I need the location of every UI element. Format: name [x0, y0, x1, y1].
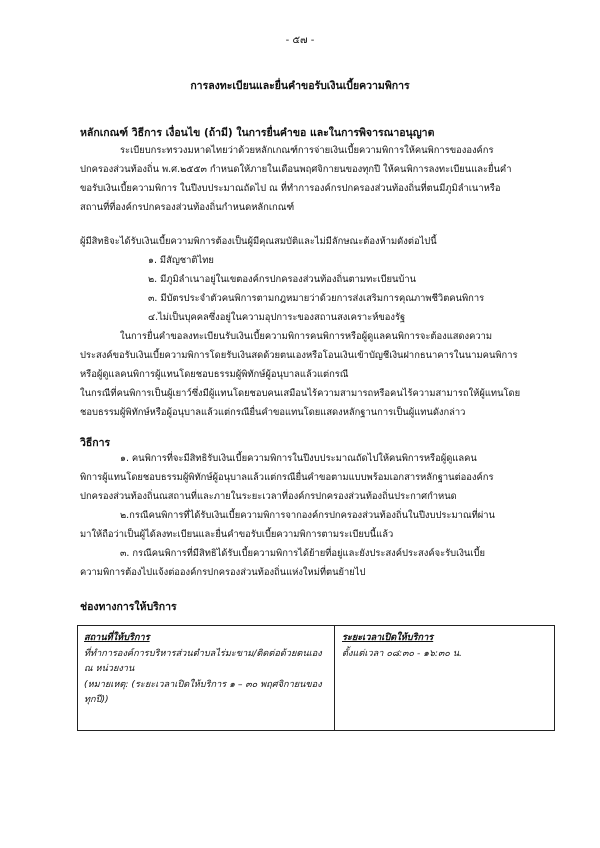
service-place-line: ทุกปี)) — [84, 694, 109, 705]
service-place-header: สถานที่ให้บริการ — [84, 632, 150, 643]
criteria-paragraph — [80, 141, 554, 217]
service-place-line: ณ หน่วยงาน — [84, 663, 135, 674]
eligibility-line: ในกรณีที่คนพิการเป็นผู้เยาว์ซึ่งมีผู้แทนโดยชอบคนเสมือนไร้ความสามารถหรือคนไร้ความสามารถให้ผู้แทนโดย — [80, 388, 521, 399]
eligibility-item: ๔.ไม่เป็นบุคคลซึ่งอยู่ในความอุปการะของสถานสงเคราะห์ของรัฐ — [148, 312, 406, 323]
eligibility-line: ในการยื่นคำขอลงทะเบียนรับเงินเบี้ยความพิการคนพิการหรือผู้ดูแลคนพิการจะต้องแสดงความ — [120, 331, 493, 342]
eligibility-line: ชอบธรรมผู้พิทักษ์หรือผู้อนุบาลแล้วแต่กรณียื่นคำขอแทนโดยแสดงหลักฐานการเป็นผู้แทนดังกล่าว — [80, 407, 466, 418]
procedure-line: ๓. กรณีคนพิการที่มีสิทธิได้รับเบี้ยความพิการได้ย้ายที่อยู่และยังประสงค์ประสงค์จะรับเงินเบี้ย — [120, 548, 485, 559]
service-hours-header: ระยะเวลาเปิดให้บริการ — [342, 632, 434, 643]
procedure-line: มาให้ถือว่าเป็นผู้ได้ลงทะเบียนและยื่นคำขอรับเบี้ยความพิการตามระเบียบนี้แล้ว — [80, 529, 394, 540]
criteria-line: ปกครองส่วนท้องถิ่น พ.ศ.๒๕๕๓ กำหนดให้ภายในเดือนพฤศจิกายนของทุกปี ให้คนพิการลงทะเบียนและยื่นคำ — [80, 164, 512, 175]
criteria-line: ระเบียบกระทรวงมหาดไทยว่าด้วยหลักเกณฑ์การจ่ายเงินเบี้ยความพิการให้คนพิการขององค์กร — [120, 145, 494, 156]
procedure-line: ๒.กรณีคนพิการที่ได้รับเงินเบี้ยความพิการจากองค์กรปกครองส่วนท้องถิ่นในปีงบประมาณที่ผ่าน — [120, 510, 495, 521]
criteria-line: สถานที่ที่องค์กรปกครองส่วนท้องถิ่นกำหนดหลักเกณฑ์ — [80, 202, 295, 213]
eligibility-line: ประสงค์ขอรับเงินเบี้ยความพิการโดยรับเงินสดด้วยตนเองหรือโอนเงินเข้าบัญชีเงินฝากธนาคารในนามคนพิการ — [80, 350, 518, 361]
service-hours-value: ตั้งแต่เวลา ๐๘:๓๐ - ๑๖:๓๐ น. — [342, 647, 462, 659]
procedure-line: ปกครองส่วนท้องถิ่นณสถานที่และภายในระยะเวลาที่องค์กรปกครองส่วนท้องถิ่นประกาศกำหนด — [80, 491, 457, 502]
eligibility-item: ๓. มีบัตรประจำตัวคนพิการตามกฎหมายว่าด้วยการส่งเสริมการคุณภาพชีวิตคนพิการ — [148, 293, 485, 304]
procedure-heading: วิธีการ — [80, 437, 111, 449]
document-title: การลงทะเบียนและยื่นคำขอรับเงินเบี้ยความพิการ — [190, 80, 410, 92]
eligibility-line: หรือผู้ดูแลคนพิการผู้แทนโดยชอบธรรมผู้พิทักษ์ผู้อนุบาลแล้วแต่กรณี — [80, 369, 349, 380]
eligibility-section — [80, 232, 554, 422]
service-hours-cell — [342, 630, 548, 661]
procedure-line: ความพิการต้องไปแจ้งต่อองค์กรปกครองส่วนท้องถิ่นแห่งใหม่ที่ตนย้ายไป — [80, 567, 366, 578]
criteria-line: ขอรับเงินเบี้ยความพิการ ในปีงบประมาณถัดไป ณ ที่ทำการองค์กรปกครองส่วนท้องถิ่นที่ตนมีภูมิลำเนาหรือ — [80, 183, 501, 194]
eligibility-intro: ผู้มีสิทธิจะได้รับเงินเบี้ยความพิการต้องเป็นผู้มีคุณสมบัติและไม่มีลักษณะต้องห้ามดังต่อไปนี้ — [80, 236, 437, 247]
criteria-heading: หลักเกณฑ์ วิธีการ เงื่อนไข (ถ้ามี) ในการยื่นคำขอ และในการพิจารณาอนุญาต — [80, 127, 435, 139]
page-number: - ๕๗ - — [285, 35, 315, 46]
service-place-line: ที่ทำการองค์การบริหารส่วนตำบลไร่มะขาม/ติดต่อด้วยตนเอง — [84, 647, 322, 659]
eligibility-item: ๒. มีภูมิลำเนาอยู่ในเขตองค์กรปกครองส่วนท้องถิ่นตามทะเบียนบ้าน — [148, 274, 417, 285]
service-channel-table — [77, 625, 555, 731]
procedure-line: พิการผู้แทนโดยชอบธรรมผู้พิทักษ์ผู้อนุบาลแล้วแต่กรณียื่นคำขอตามแบบพร้อมเอกสารหลักฐานต่อองค์กร — [80, 472, 494, 483]
channels-heading: ช่องทางการให้บริการ — [80, 601, 177, 613]
procedure-line: ๑. คนพิการที่จะมีสิทธิรับเงินเบี้ยความพิการในปีงบประมาณถัดไปให้คนพิการหรือผู้ดูแลคน — [120, 453, 477, 464]
eligibility-item: ๑. มีสัญชาติไทย — [148, 255, 214, 266]
service-place-line: (หมายเหตุ: (ระยะเวลาเปิดให้บริการ ๑ – ๓๐ พฤศจิกายนของ — [84, 678, 322, 690]
procedure-section — [80, 449, 554, 582]
service-place-cell — [84, 630, 330, 708]
table-divider — [334, 626, 335, 730]
